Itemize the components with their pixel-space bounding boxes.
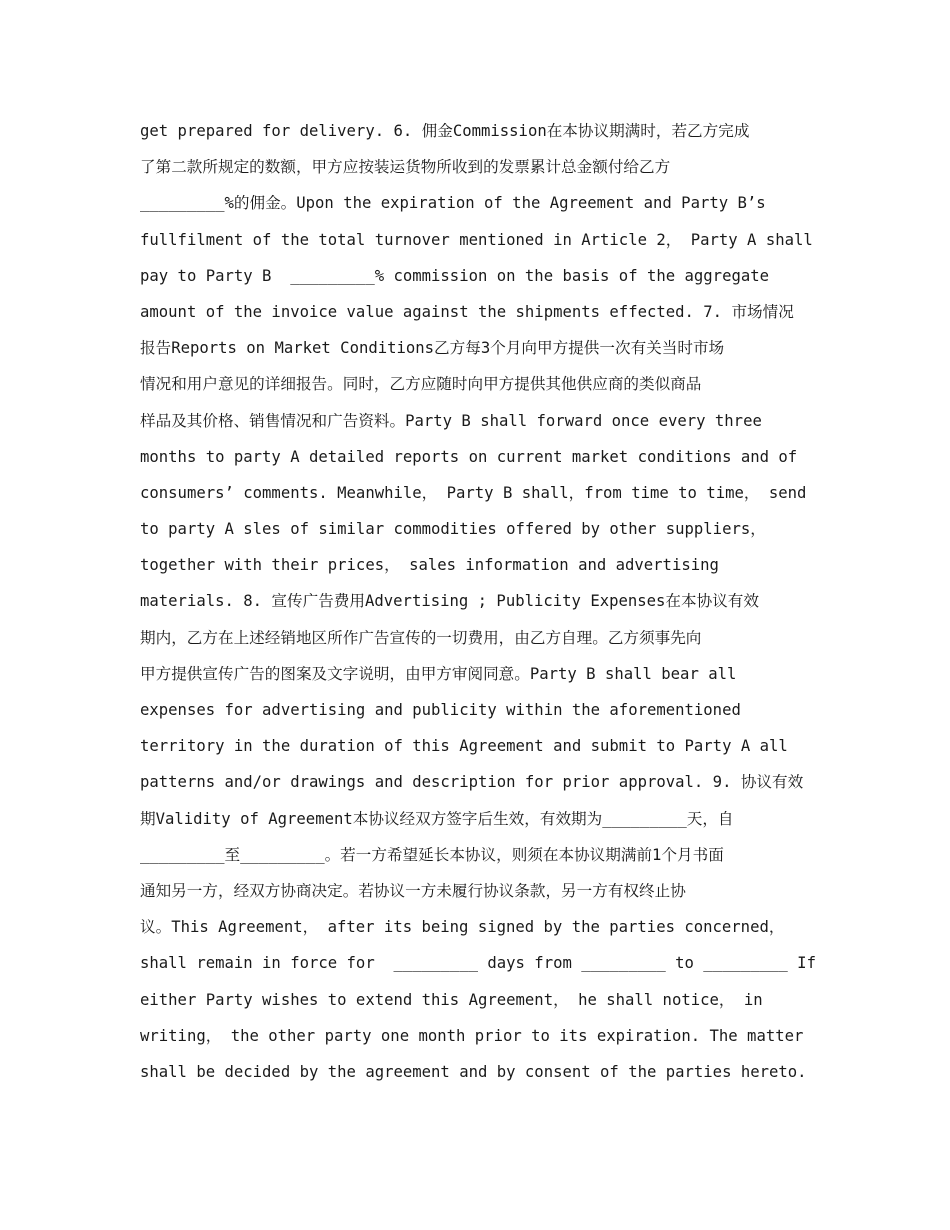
text-line: 情况和用户意见的详细报告。同时，乙方应随时向甲方提供其他供应商的类似商品 (140, 375, 702, 394)
text-line: 样品及其价格、销售情况和广告资料。Party B shall forward once every three (140, 411, 762, 430)
text-line: 期Validity of Agreement本协议经双方签字后生效，有效期为_________天，自 (140, 809, 734, 828)
text-line: writing， the other party one month prior to its expiration. The matter (140, 1026, 804, 1045)
text-line: _________%的佣金。Upon the expiration of the Agreement and Party B’s (140, 194, 766, 213)
text-line: 通知另一方，经双方协商决定。若协议一方未履行协议条款，另一方有权终止协 (140, 881, 686, 900)
text-line: pay to Party B _________% commission on the basis of the aggregate (140, 266, 770, 285)
text-line: _________至_________。若一方希望延长本协议，则须在本协议期满前1个月书面 (140, 845, 724, 864)
text-line: together with their prices， sales information and advertising (140, 556, 719, 575)
text-line: 甲方提供宣传广告的图案及文字说明，由甲方审阅同意。Party B shall bear all (140, 664, 737, 683)
text-line: shall be decided by the agreement and by consent of the parties hereto. (140, 1062, 807, 1081)
text-line: 议。This Agreement， after its being signed by the parties concerned， (140, 918, 785, 937)
text-line: materials. 8. 宣传广告费用Advertising ; Publicity Expenses在本协议有效 (140, 592, 759, 611)
text-line: 期内，乙方在上述经销地区所作广告宣传的一切费用，由乙方自理。乙方须事先向 (140, 628, 702, 647)
text-line: get prepared for delivery. 6. 佣金Commission在本协议期满时，若乙方完成 (140, 122, 750, 140)
text-line: months to party A detailed reports on current market conditions and of (140, 447, 798, 466)
text-line: to party A sles of similar commodities offered by other suppliers， (140, 520, 766, 539)
text-line: territory in the duration of this Agreement and submit to Party A all (140, 737, 788, 756)
text-line: shall remain in force for _________ days from _________ to _________ If (140, 954, 816, 973)
text-line: 报告Reports on Market Conditions乙方每3个月向甲方提供一次有关当时市场 (140, 339, 725, 358)
text-line: expenses for advertising and publicity within the aforementioned (140, 701, 741, 719)
text-line: 了第二款所规定的数额，甲方应按装运货物所收到的发票累计总金额付给乙方 (140, 158, 671, 177)
agreement-text (140, 113, 820, 1090)
text-line: amount of the invoice value against the shipments effected. 7. 市场情况 (140, 302, 794, 321)
text-line: fullfilment of the total turnover mentioned in Article 2， Party A shall (140, 230, 813, 249)
text-line: patterns and/or drawings and description for prior approval. 9. 协议有效 (140, 773, 804, 792)
text-line: either Party wishes to extend this Agreement， he shall notice， in (140, 990, 763, 1009)
text-line: consumers’ comments. Meanwhile， Party B shall，from time to time， send (140, 483, 807, 502)
